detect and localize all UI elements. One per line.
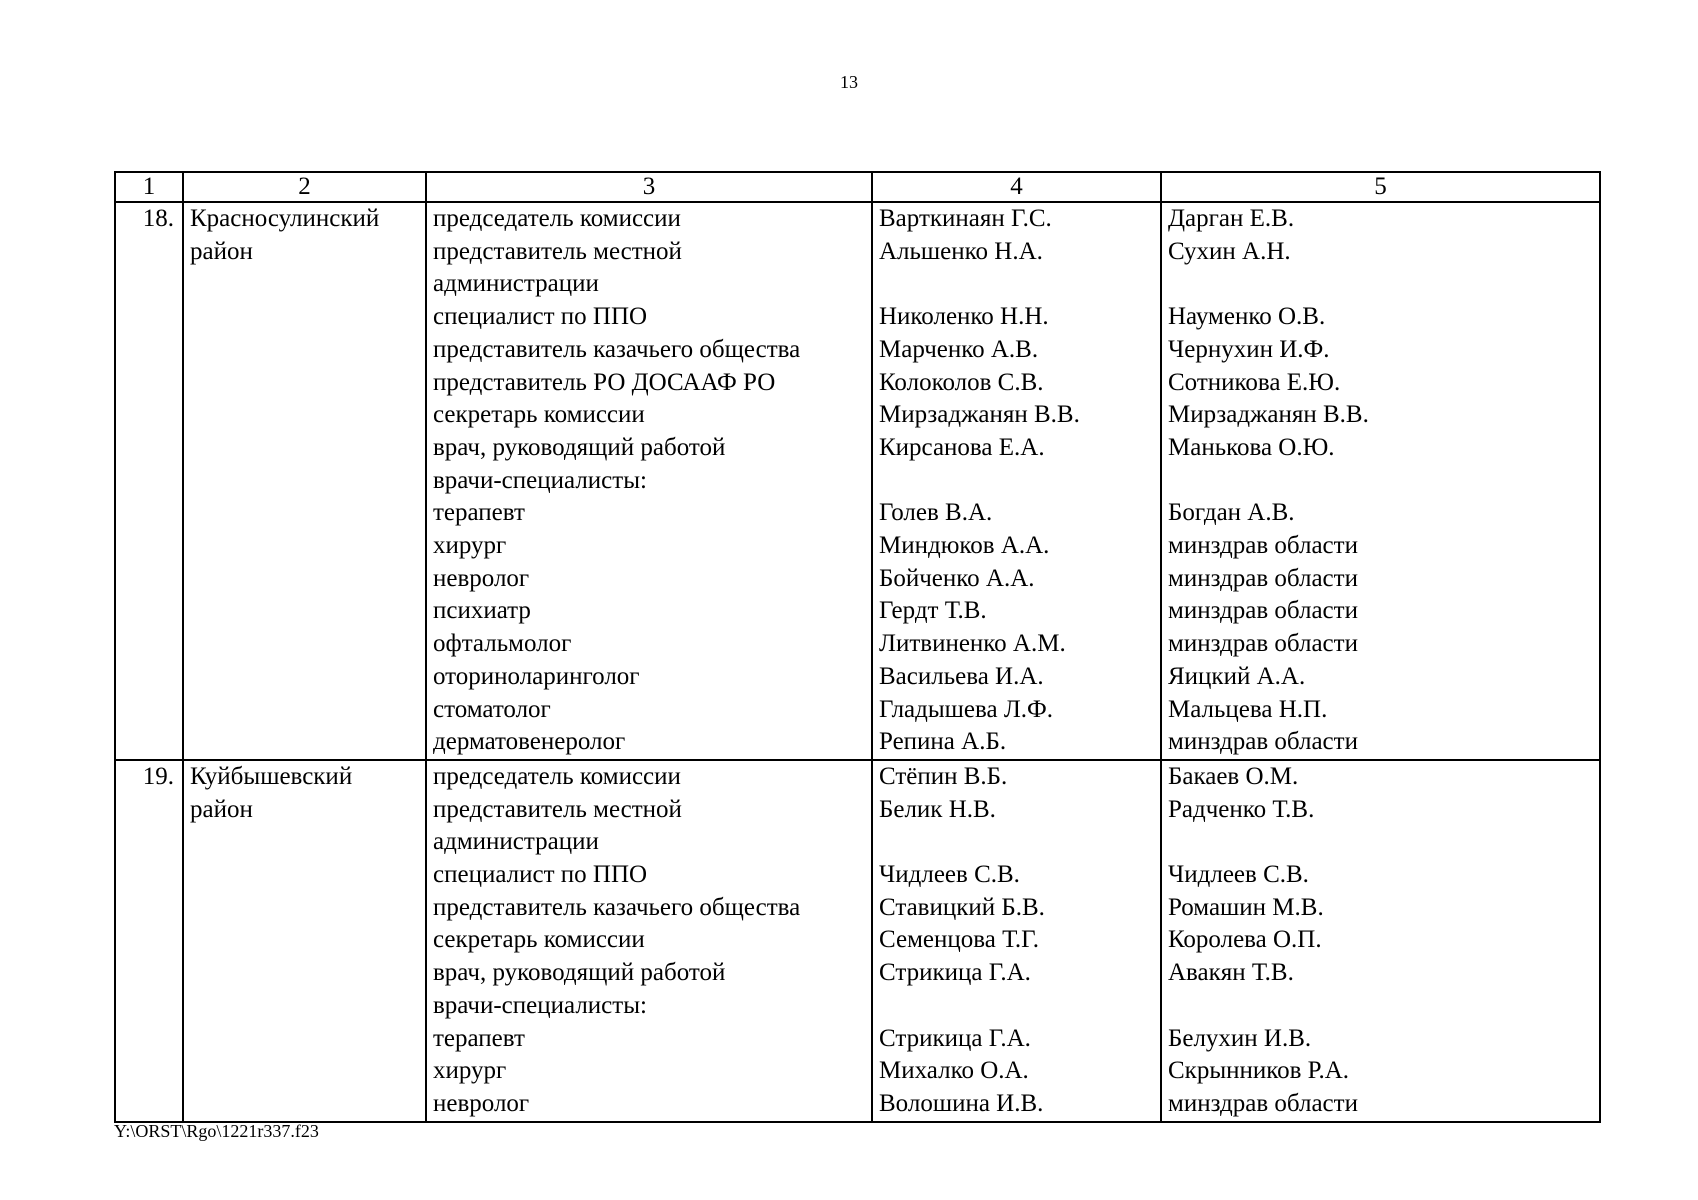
cell-line: Варткинаян Г.С. — [879, 205, 1052, 232]
cell-line: Сотникова Е.Ю. — [1168, 368, 1341, 396]
cell-line: дерматовенеролог — [433, 728, 626, 756]
row-number: 19. — [115, 760, 183, 1122]
cell-line: Ромашин М.В. — [1168, 893, 1324, 921]
cell-line: Богдан А.В. — [1168, 499, 1295, 527]
cell-line: Михалко О.А. — [879, 1057, 1029, 1085]
cell-line: район — [190, 795, 253, 823]
cell-line: Науменко О.В. — [1168, 303, 1326, 331]
cell-line: специалист по ППО — [433, 303, 648, 331]
cell-line: Королева О.П. — [1168, 926, 1322, 954]
cell-line: минздрав области — [1168, 630, 1358, 658]
cell-line: Репина А.Б. — [879, 728, 1007, 756]
cell-line: психиатр — [433, 597, 531, 625]
cell-line: офтальмолог — [433, 630, 572, 658]
cell-line: Колоколов С.В. — [879, 368, 1044, 396]
cell-line — [879, 465, 1154, 498]
table-header-row — [115, 172, 1600, 202]
cell-line: администрации — [433, 270, 599, 298]
reserve-members-cell — [1161, 202, 1600, 760]
cell-line — [879, 990, 1154, 1023]
cell-line: Гердт Т.В. — [879, 597, 987, 625]
cell-line: оториноларинголог — [433, 662, 640, 690]
cell-line — [1168, 465, 1593, 498]
cell-line: секретарь комиссии — [433, 401, 645, 429]
file-path-footer: Y:\ORST\Rgo\1221r337.f23 — [114, 1121, 319, 1141]
cell-line: Стрикица Г.А. — [879, 959, 1031, 987]
cell-line: Ставицкий Б.В. — [879, 893, 1045, 921]
cell-line: Яицкий А.А. — [1168, 662, 1306, 690]
cell-line: Сухин А.Н. — [1168, 237, 1291, 265]
cell-line: Миндюков А.А. — [879, 532, 1050, 559]
cell-line: Бакаев О.М. — [1168, 762, 1299, 790]
cell-line: невролог — [433, 1089, 530, 1117]
cell-line: врач, руководящий работой — [433, 959, 726, 987]
district-cell — [183, 760, 426, 1122]
cell-line — [879, 268, 1154, 301]
cell-line: представитель местной — [433, 795, 682, 823]
cell-line: Мирзаджанян В.В. — [1168, 401, 1369, 429]
cell-line — [1168, 990, 1593, 1023]
cell-line: администрации — [433, 828, 599, 856]
reserve-members-cell — [1161, 760, 1600, 1122]
commission-table — [114, 171, 1601, 1123]
cell-line: Васильева И.А. — [879, 662, 1044, 690]
page-number: 13 — [840, 72, 858, 92]
cell-line: минздрав области — [1168, 728, 1358, 756]
cell-line: Красносулинский — [190, 205, 380, 232]
district-cell — [183, 202, 426, 760]
cell-line: врачи-специалисты: — [433, 466, 647, 494]
cell-line: Чидлеев С.В. — [879, 861, 1020, 889]
roles-cell — [426, 202, 872, 760]
cell-line: Белик Н.В. — [879, 795, 996, 823]
cell-line — [1168, 826, 1593, 859]
row-number: 18. — [115, 202, 183, 760]
cell-line: район — [190, 237, 253, 265]
cell-line — [1168, 268, 1593, 301]
cell-line: секретарь комиссии — [433, 926, 645, 954]
header-cell: 3 — [426, 172, 872, 202]
cell-line: Кирсанова Е.А. — [879, 433, 1045, 461]
table-row — [115, 760, 1600, 1122]
cell-line: Альшенко Н.А. — [879, 237, 1043, 265]
cell-line: Манькова О.Ю. — [1168, 433, 1335, 461]
cell-line: минздрав области — [1168, 564, 1358, 592]
cell-line: Волошина И.В. — [879, 1089, 1044, 1117]
cell-line: представитель казачьего общества — [433, 335, 801, 363]
cell-line: председатель комиссии — [433, 762, 681, 790]
cell-line: хирург — [433, 532, 507, 560]
cell-line: председатель комиссии — [433, 205, 681, 232]
header-cell: 1 — [115, 172, 183, 202]
cell-line: терапевт — [433, 499, 525, 527]
cell-line: Дарган Е.В. — [1168, 205, 1295, 232]
cell-line: Стрикица Г.А. — [879, 1024, 1031, 1052]
cell-line: минздрав области — [1168, 532, 1358, 559]
cell-line: хирург — [433, 1057, 507, 1085]
header-cell: 4 — [872, 172, 1161, 202]
cell-line: представитель казачьего общества — [433, 893, 801, 921]
cell-line: терапевт — [433, 1024, 525, 1052]
cell-line: Радченко Т.В. — [1168, 795, 1315, 823]
cell-line: стоматолог — [433, 695, 551, 723]
cell-line: Куйбышевский — [190, 762, 353, 790]
cell-line: Голев В.А. — [879, 499, 993, 527]
cell-line: Скрынников Р.А. — [1168, 1057, 1350, 1085]
main-members-cell — [872, 760, 1161, 1122]
table-row — [115, 202, 1600, 760]
cell-line: минздрав области — [1168, 597, 1358, 625]
cell-line: Мальцева Н.П. — [1168, 695, 1328, 723]
cell-line: врач, руководящий работой — [433, 433, 726, 461]
cell-line: Литвиненко А.М. — [879, 630, 1066, 658]
cell-line: врачи-специалисты: — [433, 991, 647, 1019]
cell-line: представитель местной — [433, 237, 682, 265]
cell-line: Белухин И.В. — [1168, 1024, 1312, 1052]
cell-line: специалист по ППО — [433, 861, 648, 889]
cell-line: Марченко А.В. — [879, 335, 1039, 363]
cell-line — [879, 826, 1154, 859]
cell-line: Стёпин В.Б. — [879, 762, 1008, 790]
cell-line: Бойченко А.А. — [879, 564, 1035, 592]
main-members-cell — [872, 202, 1161, 760]
cell-line: Николенко Н.Н. — [879, 303, 1049, 331]
cell-line: Авакян Т.В. — [1168, 959, 1294, 987]
cell-line: Гладышева Л.Ф. — [879, 695, 1054, 723]
header-cell: 2 — [183, 172, 426, 202]
cell-line: Семенцова Т.Г. — [879, 926, 1039, 954]
cell-line: невролог — [433, 564, 530, 592]
cell-line: Мирзаджанян В.В. — [879, 401, 1080, 429]
header-cell: 5 — [1161, 172, 1600, 202]
cell-line: Чернухин И.Ф. — [1168, 335, 1330, 363]
cell-line: Чидлеев С.В. — [1168, 861, 1309, 889]
cell-line: представитель РО ДОСААФ РО — [433, 368, 776, 396]
roles-cell — [426, 760, 872, 1122]
cell-line: минздрав области — [1168, 1089, 1358, 1117]
